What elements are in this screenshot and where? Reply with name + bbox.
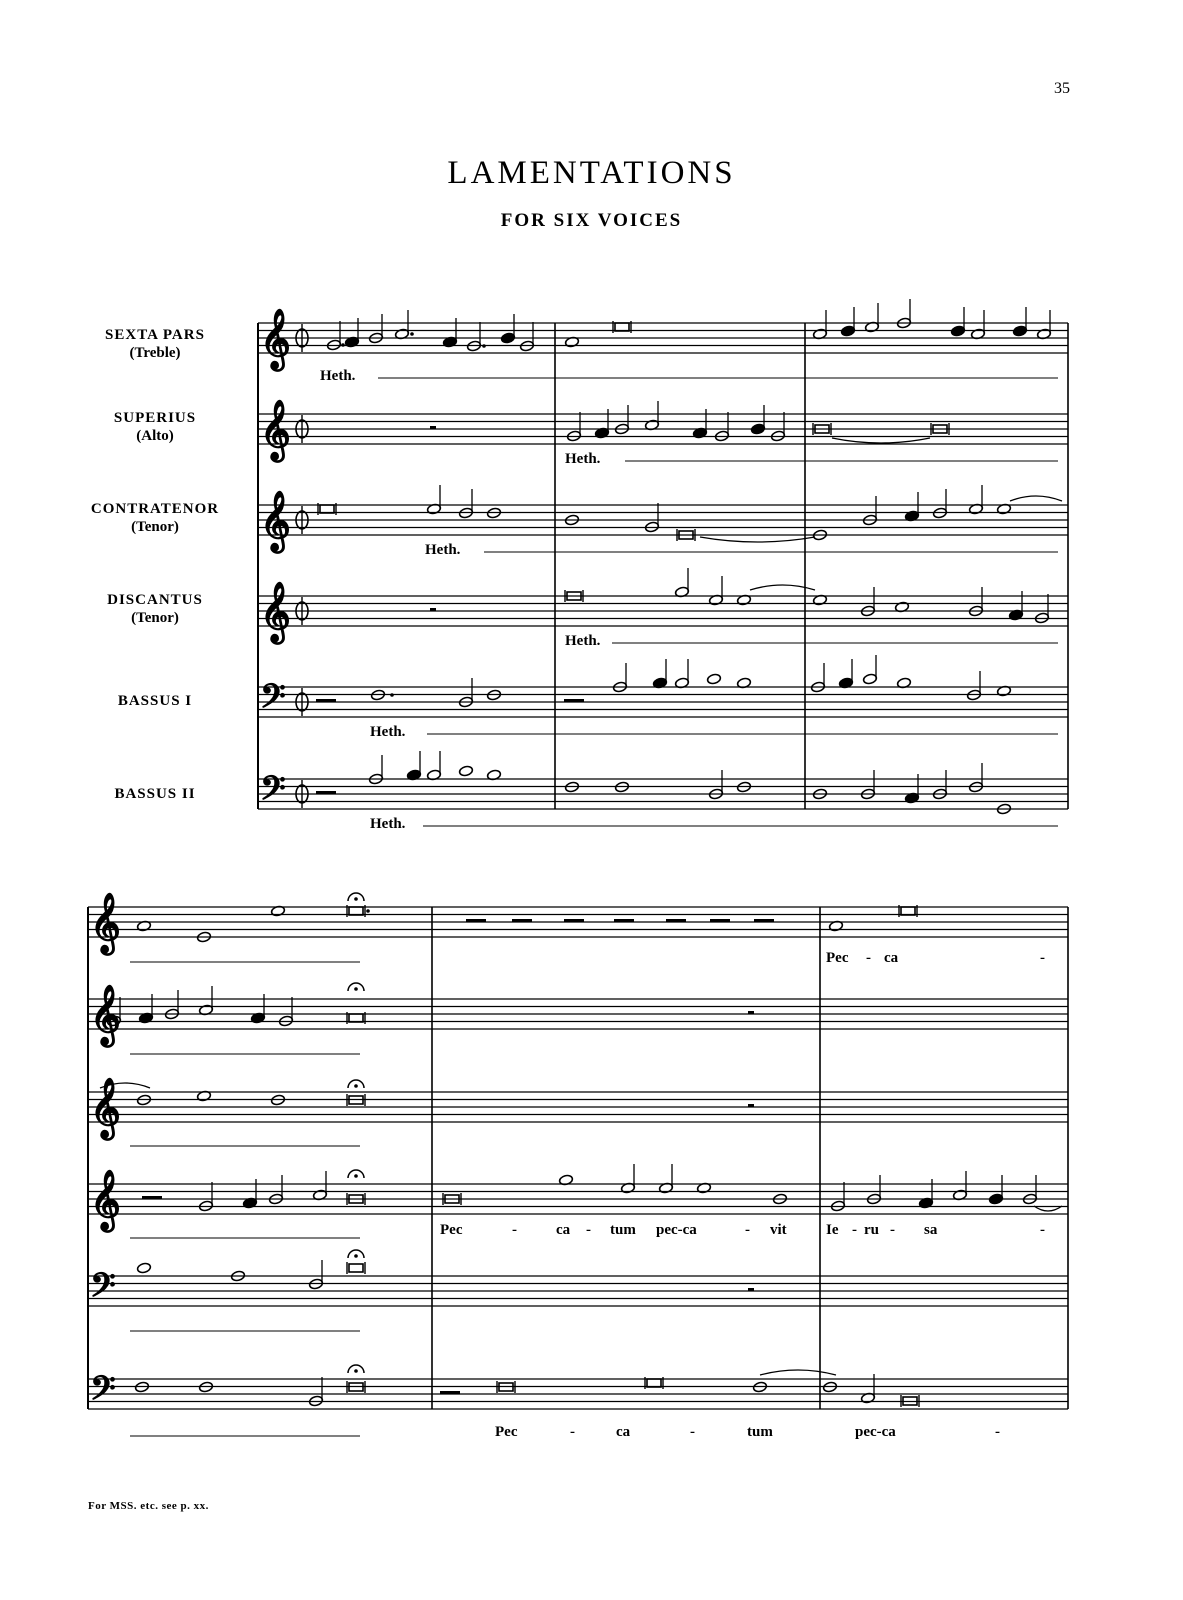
bass-clef-icon: 𝄢	[260, 770, 286, 815]
augmentation-dot	[482, 344, 486, 348]
lyric: -	[745, 1222, 750, 1238]
voice-name: BASSUS I	[117, 693, 193, 709]
lyric: -	[586, 1222, 591, 1238]
rest	[754, 919, 774, 923]
lyric: -	[512, 1222, 517, 1238]
lyric: vit	[770, 1222, 787, 1238]
bass-clef-icon: 𝄢	[90, 1267, 116, 1312]
rest	[316, 791, 336, 795]
tie	[760, 1370, 836, 1375]
breve-note	[647, 1379, 661, 1387]
rest	[512, 919, 532, 923]
breve-note	[320, 505, 334, 513]
treble-clef-icon: 𝄞	[90, 895, 121, 952]
system-1	[258, 299, 1068, 826]
treble-clef-icon: 𝄞	[260, 584, 291, 641]
rest	[748, 1288, 754, 1292]
lyric: -	[866, 950, 871, 966]
rest	[142, 1196, 162, 1200]
treble-clef-icon: 𝄞	[260, 311, 291, 368]
fermata-dot	[354, 987, 358, 991]
breve-note	[901, 907, 915, 915]
rest	[666, 919, 686, 923]
tie	[832, 438, 930, 443]
lyric: pec-ca	[855, 1424, 896, 1440]
rest	[748, 1104, 754, 1108]
augmentation-dot	[410, 332, 414, 336]
voice-name: DISCANTUS	[107, 592, 203, 608]
rest	[316, 699, 336, 703]
lyric: Heth.	[370, 816, 406, 832]
page-subtitle: FOR SIX VOICES	[500, 210, 683, 231]
fermata-dot	[354, 897, 358, 901]
lyric: ca	[884, 950, 899, 966]
lyric: Heth.	[565, 451, 601, 467]
fermata-dot	[354, 1254, 358, 1258]
lyric: pec-ca	[656, 1222, 697, 1238]
tie	[700, 537, 815, 542]
quarter-note	[989, 1193, 1004, 1205]
rest	[430, 608, 436, 612]
rest	[564, 699, 584, 703]
lyric: ca	[556, 1222, 571, 1238]
voice-range: (Alto)	[136, 428, 174, 444]
lyric: sa	[924, 1222, 938, 1238]
lyric: -	[1040, 950, 1045, 966]
fermata-dot	[354, 1174, 358, 1178]
breve-note	[615, 323, 629, 331]
lyric: Pec	[826, 950, 849, 966]
lyric: ru	[864, 1222, 879, 1238]
lyric: -	[1040, 1222, 1045, 1238]
fermata-dot	[354, 1369, 358, 1373]
voice-range: (Treble)	[129, 345, 181, 361]
voice-name: SEXTA PARS	[105, 327, 205, 343]
rest	[748, 1011, 754, 1015]
system-1-lyrics	[320, 368, 601, 832]
whole-note	[459, 765, 474, 777]
lyric: -	[690, 1424, 695, 1440]
quarter-note	[951, 325, 966, 337]
treble-clef-icon: 𝄞	[260, 402, 291, 459]
quarter-note	[841, 325, 856, 337]
voice-name: SUPERIUS	[113, 410, 197, 426]
lyric: Heth.	[425, 542, 461, 558]
lyric: Pec	[440, 1222, 463, 1238]
augmentation-dot	[366, 909, 370, 913]
treble-clef-icon: 𝄞	[90, 1172, 121, 1229]
lyric: Ie	[826, 1222, 839, 1238]
treble-clef-icon: 𝄞	[260, 493, 291, 550]
whole-note	[707, 673, 722, 685]
breve-note	[349, 907, 363, 915]
lyric: tum	[610, 1222, 636, 1238]
breve-note	[349, 1264, 363, 1272]
lyric: -	[995, 1424, 1000, 1440]
fermata-dot	[354, 1084, 358, 1088]
half-note	[863, 673, 878, 685]
voice-range: (Tenor)	[131, 519, 179, 535]
rest	[614, 919, 634, 923]
system-2	[88, 892, 1068, 1436]
lyric: Heth.	[370, 724, 406, 740]
quarter-note	[501, 332, 516, 344]
bass-clef-icon: 𝄢	[90, 1370, 116, 1415]
augmentation-dot	[390, 693, 394, 697]
rest	[430, 426, 436, 430]
lyric: -	[570, 1424, 575, 1440]
rest	[440, 1391, 460, 1395]
treble-clef-icon: 𝄞	[90, 1080, 121, 1137]
lyric: Pec	[495, 1424, 518, 1440]
tie	[1010, 496, 1062, 501]
rest	[564, 919, 584, 923]
voice-name: BASSUS II	[114, 786, 196, 802]
voice-range: (Tenor)	[131, 610, 179, 626]
lyric: Heth.	[565, 633, 601, 649]
lyric: ca	[616, 1424, 631, 1440]
lyric: -	[890, 1222, 895, 1238]
footnote: For MSS. etc. see p. xx.	[88, 1500, 209, 1512]
whole-note	[137, 1262, 152, 1274]
augmentation-dot	[341, 343, 345, 347]
rest	[710, 919, 730, 923]
breve-note	[349, 1014, 363, 1022]
bass-clef-icon: 𝄢	[260, 678, 286, 723]
treble-clef-icon: 𝄞	[90, 987, 121, 1044]
quarter-note	[751, 423, 766, 435]
page-number: 35	[1054, 80, 1070, 97]
page-title: LAMENTATIONS	[447, 155, 736, 191]
lyric: Heth.	[320, 368, 356, 384]
rest	[466, 919, 486, 923]
quarter-note	[1013, 325, 1028, 337]
lyric: tum	[747, 1424, 773, 1440]
voice-name: CONTRATENOR	[90, 501, 220, 517]
lyric: -	[852, 1222, 857, 1238]
